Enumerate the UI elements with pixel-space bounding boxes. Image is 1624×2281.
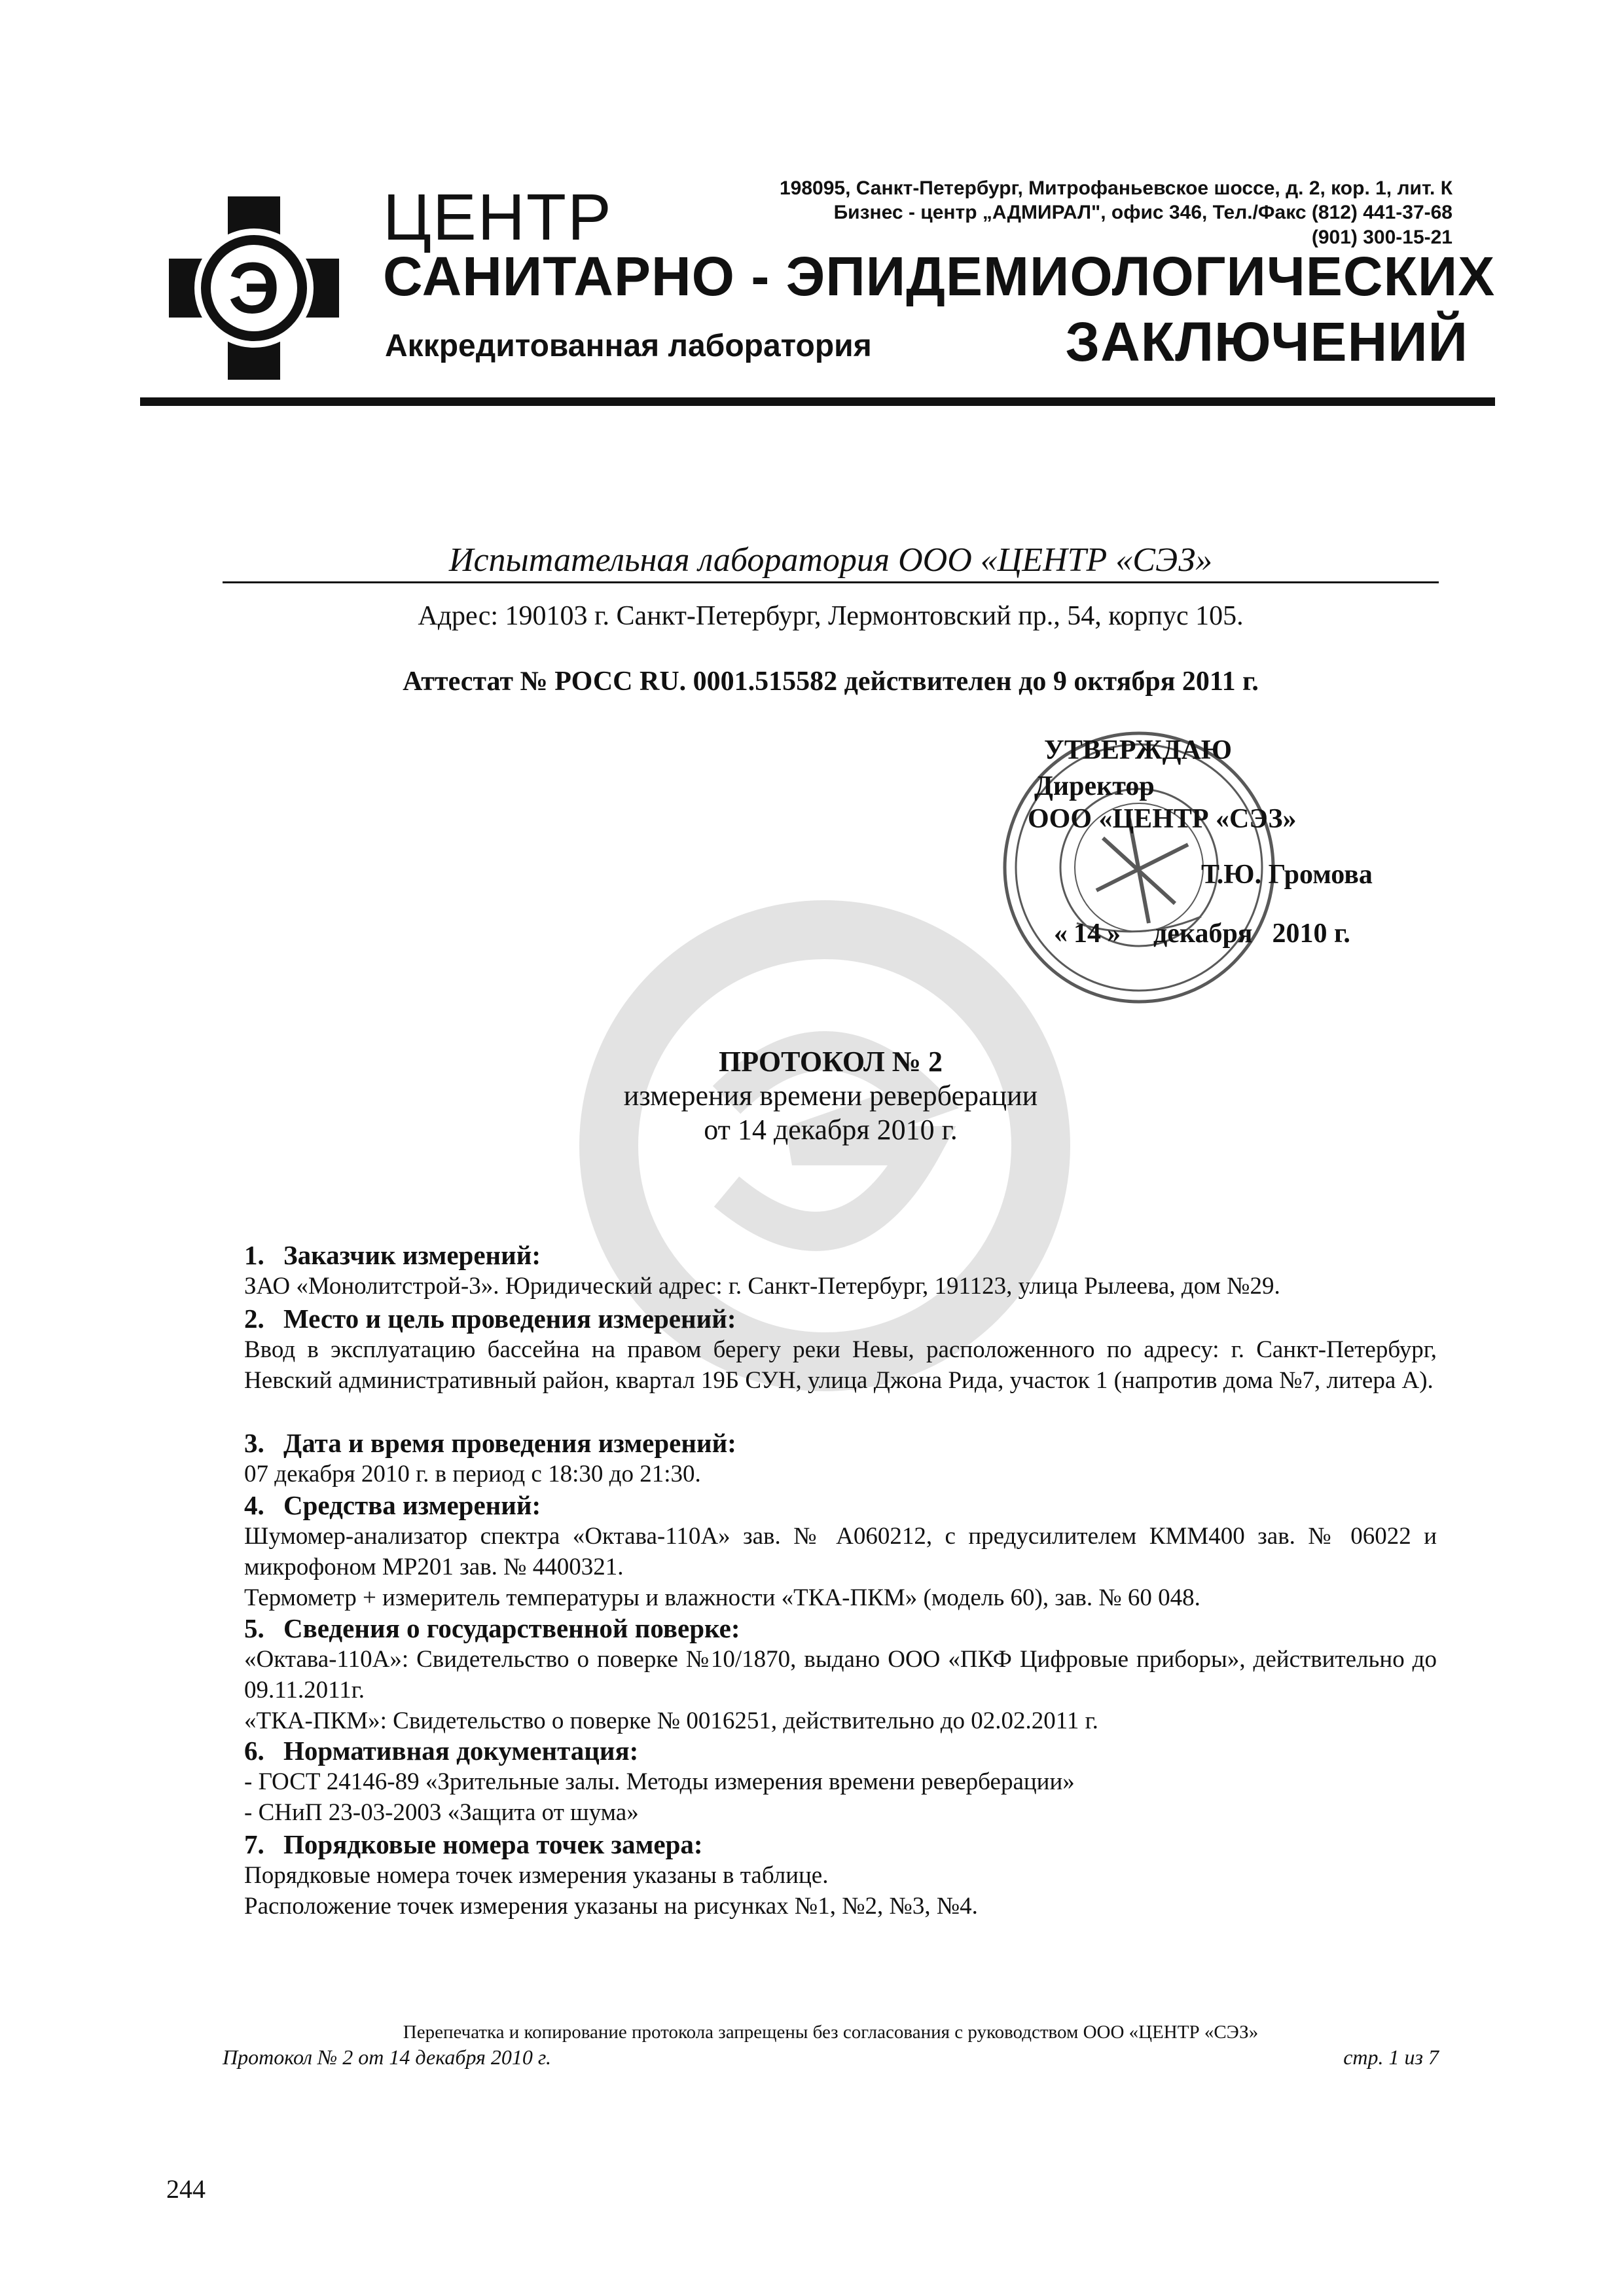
logo-letter: Э (228, 248, 280, 329)
section-heading: 2. Место и цель проведения измерений: (244, 1304, 736, 1334)
section-4 (244, 1489, 1437, 1613)
section-heading: 1. Заказчик измерений: (244, 1240, 541, 1270)
section-text: Порядковые номера точек измерения указаны в таблице. (244, 1862, 829, 1889)
approval-position: Директор (1034, 771, 1155, 801)
brand-line-3: ЗАКЛЮЧЕНИЙ (1065, 311, 1468, 373)
section-heading: 3. Дата и время проведения измерений: (244, 1428, 736, 1458)
section-text: 07 декабря 2010 г. в период с 18:30 до 21:30. (244, 1461, 701, 1487)
page-number: 244 (166, 2174, 206, 2204)
section-text: «ТКА-ПКМ»: Свидетельство о поверке № 0016251, действительно до 02.02.2011 г. (244, 1707, 1098, 1734)
header-address-line-1: 198095, Санкт-Петербург, Митрофаньевское шоссе, д. 2, кор. 1, лит. К (780, 177, 1453, 199)
section-text: «Октава-110А»: Свидетельство о поверке №10/1870, выдано ООО «ПКФ Цифровые приборы», действительно до 09.11.2011г. (244, 1646, 1437, 1704)
protocol-date: от 14 декабря 2010 г. (704, 1114, 958, 1146)
section-6 (244, 1735, 1437, 1828)
header-address-line-3: (901) 300-15-21 (1311, 227, 1453, 248)
section-3 (244, 1427, 1437, 1489)
section-1 (244, 1239, 1437, 1302)
approval-heading: УТВЕРЖДАЮ (1044, 735, 1233, 765)
section-text: - СНиП 23-03-2003 «Защита от шума» (244, 1799, 639, 1826)
approval-day: 14 (1074, 919, 1101, 949)
lab-accreditation-label: Аккредитованная лаборатория (385, 329, 872, 363)
section-text: Термометр + измеритель температуры и влажности «ТКА-ПКМ» (модель 60), зав. № 60 048. (244, 1584, 1200, 1611)
section-7 (244, 1829, 1437, 1922)
lab-address: Адрес: 190103 г. Санкт-Петербург, Лермонтовский пр., 54, корпус 105. (418, 601, 1244, 631)
section-text: Расположение точек измерения указаны на рисунках №1, №2, №3, №4. (244, 1893, 978, 1920)
section-text: - ГОСТ 24146-89 «Зрительные залы. Методы измерения времени реверберации» (244, 1768, 1075, 1795)
section-heading: 6. Нормативная документация: (244, 1736, 639, 1766)
approval-organization: ООО «ЦЕНТР «СЭЗ» (1028, 804, 1297, 834)
header-divider (140, 397, 1495, 406)
section-5 (244, 1613, 1437, 1736)
header-address-line-2: Бизнес - центр „АДМИРАЛ", офис 346, Тел./Факс (812) 441-37-68 (833, 202, 1453, 223)
section-heading: 7. Порядковые номера точек замера: (244, 1829, 703, 1859)
approval-date: « 14 » декабря 2010 г. (1054, 919, 1350, 949)
protocol-subtitle: измерения времени реверберации (623, 1080, 1038, 1112)
brand-line-2: САНИТАРНО - ЭПИДЕМИОЛОГИЧЕСКИХ (383, 246, 1496, 307)
section-heading: 4. Средства измерений: (244, 1490, 541, 1520)
section-2 (244, 1303, 1437, 1396)
section-heading: 5. Сведения о государственной поверке: (244, 1613, 740, 1643)
lab-title: Испытательная лаборатория ООО «ЦЕНТР «СЭЗ» (448, 541, 1213, 579)
section-text: Ввод в эксплуатацию бассейна на правом берегу реки Невы, расположенного по адресу: г. Санкт-Петербург, Невский административный район, квартал 19Б СУН, улица Джона Рида, участок 1 (напротив дома №7, литера А). (244, 1336, 1437, 1394)
section-text: ЗАО «Монолитстрой-3». Юридический адрес: г. Санкт-Петербург, 191123, улица Рылеева, дом №29. (244, 1273, 1280, 1300)
approval-year: 2010 г. (1272, 919, 1350, 949)
cross-with-e-emblem-icon (169, 196, 339, 380)
footer-protocol-reference: Протокол № 2 от 14 декабря 2010 г. (223, 2045, 551, 2069)
approval-month: декабря (1153, 919, 1253, 949)
section-text: Шумомер-анализатор спектра «Октава-110А» зав. № А060212, с предусилителем КММ400 зав. № 06022 и микрофоном МР201 зав. № 4400321. (244, 1523, 1437, 1580)
lab-title-underline (223, 581, 1439, 583)
copy-restriction-notice: Перепечатка и копирование протокола запрещены без согласования с руководством ООО «ЦЕНТР «СЭЗ» (403, 2022, 1259, 2043)
protocol-title: ПРОТОКОЛ № 2 (719, 1046, 943, 1078)
footer-page-indicator: стр. 1 из 7 (1343, 2045, 1439, 2069)
brand-line-1: ЦЕНТР (383, 181, 613, 254)
approval-signatory-name: Т.Ю. Громова (1201, 860, 1373, 890)
attestat-line: Аттестат № РОСС RU. 0001.515582 действителен до 9 октября 2011 г. (403, 666, 1259, 697)
